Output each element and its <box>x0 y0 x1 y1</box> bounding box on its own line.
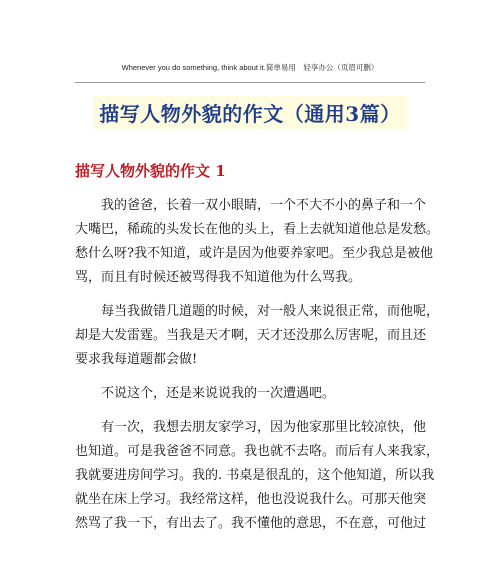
text-line: 每当我做错几道题的时候，对一般人来说很正常，而他呢， <box>101 304 440 319</box>
text-line: 我就要进房间学习。我的. 书桌是很乱的，这个他知道，所以我 <box>75 468 435 483</box>
text-line: 有一次，我想去朋友家学习，因为他家那里比较凉快，他 <box>101 420 427 435</box>
paragraph <box>75 416 440 536</box>
page-header-text: Whenever you do something, think about it.简单易用 轻享办公（页眉可删） <box>121 63 379 72</box>
section-heading: 描写人物外貌的作文 1 <box>75 162 226 180</box>
text-line: 大嘴巴，稀疏的头发长在他的头上，看上去就知道他总是发愁。 <box>75 222 440 237</box>
header-divider <box>75 82 425 83</box>
text-line: 愁什么呀?我不知道，或许是因为他要养家吧。至少我总是被他 <box>75 246 433 261</box>
text-line: 也知道。可是我爸爸不同意。我也就不去咯。而后有人来我家， <box>75 444 440 459</box>
paragraph <box>75 300 440 372</box>
text-line: 却是大发雷霆。当我是天才啊，天才还没那么厉害呢，而且还 <box>75 328 427 343</box>
text-line: 然骂了我一下，有出去了。我不懂他的意思，不在意，可他过 <box>75 516 427 531</box>
text-line: 不说这个，还是来说说我的一次遭遇吧。 <box>101 386 336 401</box>
text-line: 要求我每道题都会做! <box>75 352 198 367</box>
paragraph <box>75 194 440 290</box>
paragraph <box>75 382 427 406</box>
text-line: 就坐在床上学习。我经常这样，他也没说我什么。可那天他突 <box>75 492 427 507</box>
document-title <box>75 96 425 129</box>
text-line: 我的爸爸，长着一双小眼睛，一个不大不小的鼻子和一个 <box>101 198 427 213</box>
text-line: 骂，而且有时候还被骂得我不知道他为什么骂我。 <box>75 270 362 285</box>
article-body <box>75 194 440 546</box>
document-title-text: 描写人物外貌的作文（通用3篇） <box>93 96 406 129</box>
